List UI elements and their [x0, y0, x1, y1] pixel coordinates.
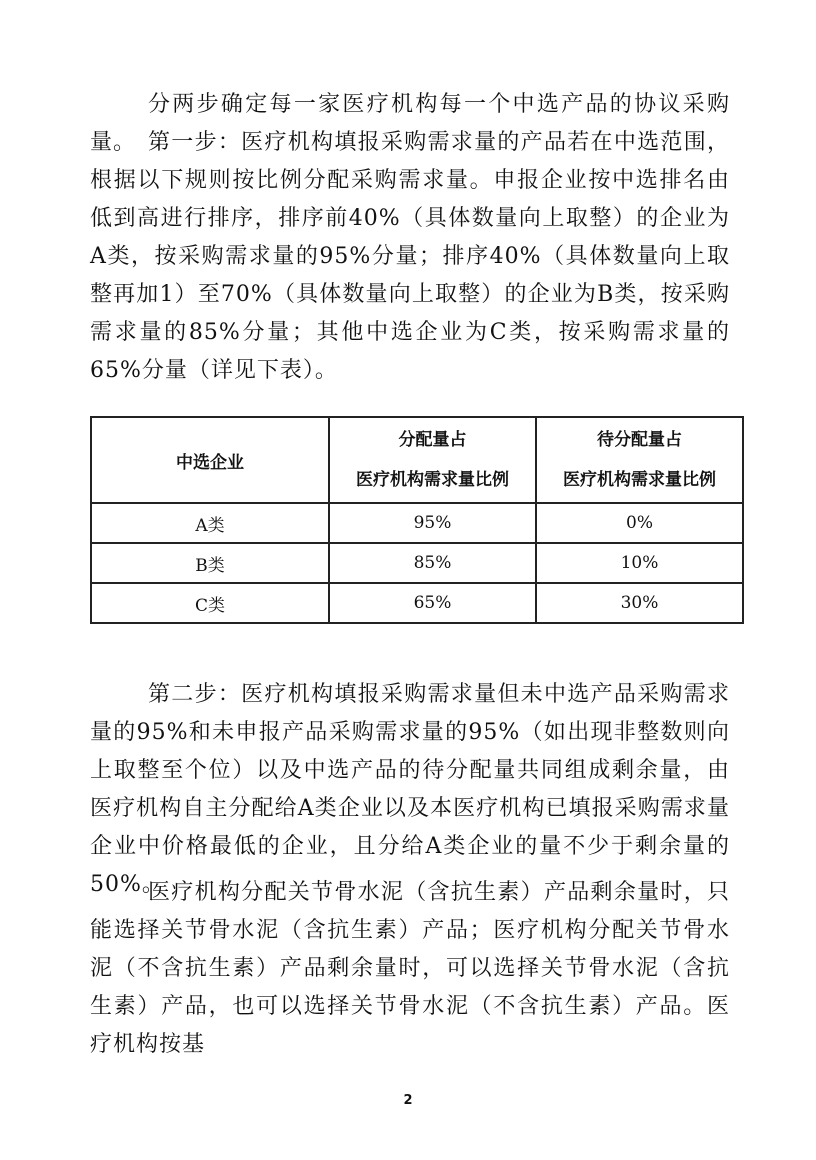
page-number: 2	[403, 1093, 413, 1108]
header-allocated-ratio	[329, 417, 536, 503]
cell-category: C类	[91, 583, 329, 623]
table-row	[91, 543, 743, 583]
header-allocated-line1: 分配量占	[398, 430, 467, 450]
paragraph-intro: 分两步确定每一家医疗机构每一个中选产品的协议采购量。	[90, 92, 730, 155]
header-pending-line1: 待分配量占	[597, 430, 682, 450]
cell-pending: 10%	[536, 543, 743, 583]
header-pending-line2: 医疗机构需求量比例	[563, 470, 716, 490]
cell-allocated: 95%	[329, 503, 536, 543]
cell-pending: 0%	[536, 503, 743, 543]
table-header-row	[91, 417, 743, 503]
header-pending-ratio	[536, 417, 743, 503]
paragraph-bone-cement: 医疗机构分配关节骨水泥（含抗生素）产品剩余量时，只能选择关节骨水泥（含抗生素）产品；医疗机构分配关节骨水泥（不含抗生素）产品剩余量时，可以选择关节骨水泥（含抗生素）产品，也可以选择关节骨水泥（不含抗生素）产品。医疗机构按基	[90, 880, 730, 1057]
cell-category: B类	[91, 543, 329, 583]
cell-allocated: 85%	[329, 543, 536, 583]
header-winning-company	[91, 417, 329, 503]
header-winning-company-label: 中选企业	[176, 452, 244, 473]
table-row	[91, 583, 743, 623]
cell-category: A类	[91, 503, 329, 543]
table-row	[91, 503, 743, 543]
paragraph-step-two: 第二步：医疗机构填报采购需求量但未中选产品采购需求量的95%和未申报产品采购需求量的95%（如出现非整数则向上取整至个位）以及中选产品的待分配量共同组成剩余量，由医疗机构自主分配给A类企业以及本医疗机构已填报采购需求量企业中价格最低的企业，且分给A类企业的量不少于剩余量的50%。	[90, 682, 730, 897]
cell-pending: 30%	[536, 583, 743, 623]
header-allocated-line2: 医疗机构需求量比例	[356, 470, 509, 490]
allocation-table	[90, 416, 744, 624]
paragraph-step-one: 第一步：医疗机构填报采购需求量的产品若在中选范围，根据以下规则按比例分配采购需求量。申报企业按中选排名由低到高进行排序，排序前40%（具体数量向上取整）的企业为A类，按采购需求量的95%分量；排序40%（具体数量向上取整再加1）至70%（具体数量向上取整）的企业为B类，按采购需求量的85%分量；其他中选企业为C类，按采购需求量的65%分量（详见下表）。	[90, 130, 730, 383]
cell-allocated: 65%	[329, 583, 536, 623]
